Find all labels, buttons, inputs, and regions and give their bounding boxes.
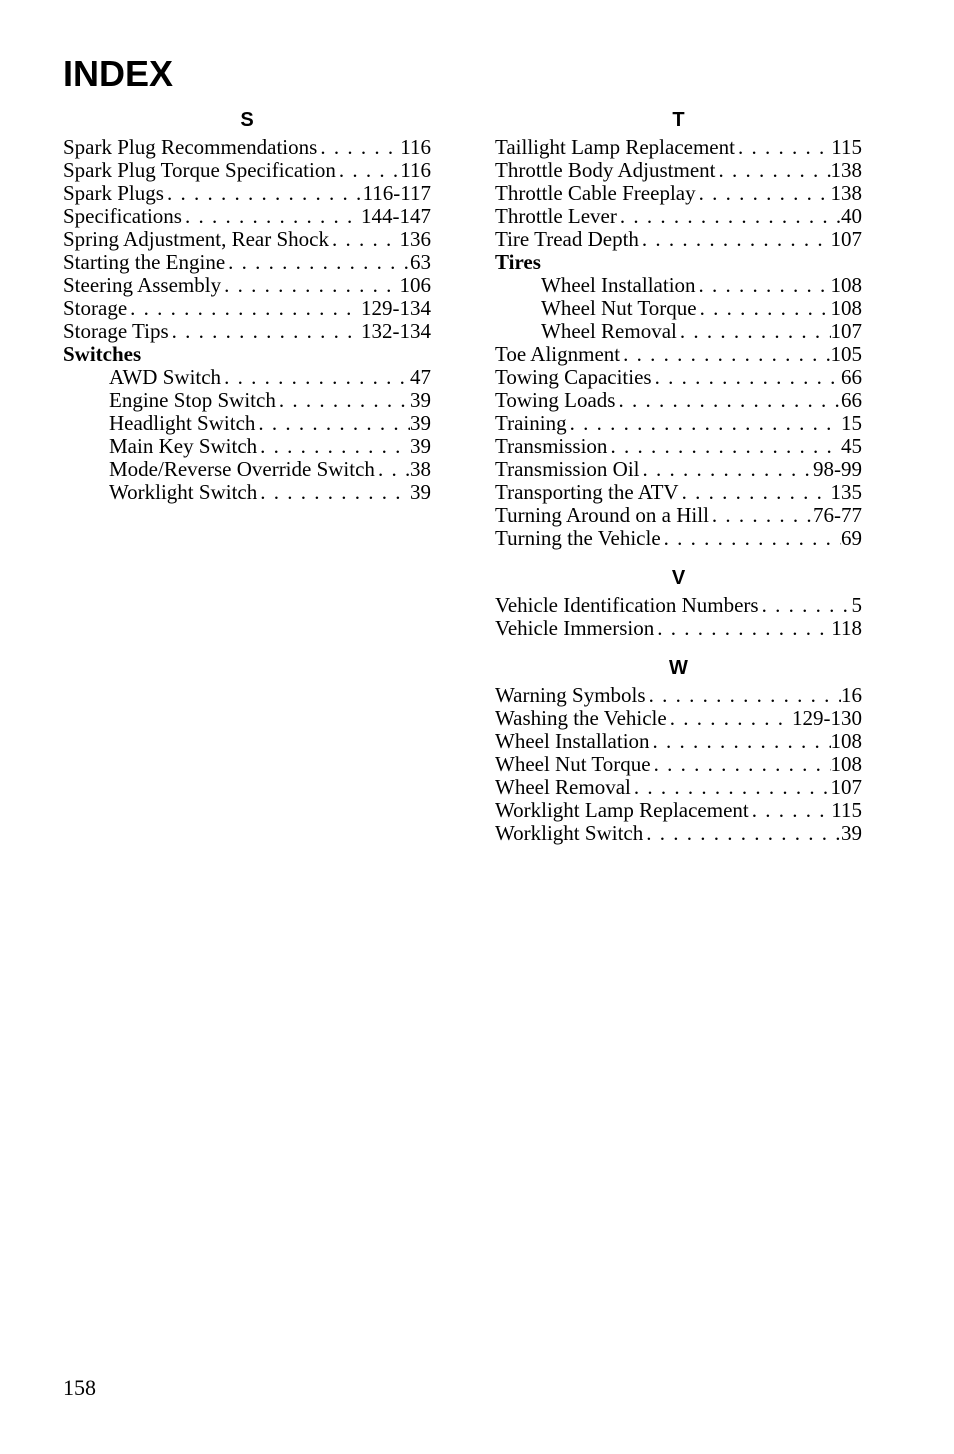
index-entry [495,822,862,845]
entry-page-ref: 116-117 [362,182,431,205]
dot-leader [696,182,831,205]
entry-list-w [495,684,862,845]
dot-leader [255,412,410,435]
dot-leader [646,684,841,707]
entry-page-ref: 135 [830,481,862,504]
entry-label: Washing the Vehicle [495,707,667,730]
entry-label: Wheel Removal [541,320,677,343]
entry-label: Warning Symbols [495,684,646,707]
index-entry [495,366,862,389]
dot-leader [735,136,831,159]
entry-page-ref: 116 [400,136,431,159]
dot-leader [639,228,831,251]
entry-page-ref: 47 [410,366,431,389]
index-entry [495,274,862,297]
index-entry [495,182,862,205]
dot-leader [607,435,841,458]
entry-page-ref: 105 [830,343,862,366]
entry-page-ref: 98-99 [813,458,862,481]
index-entry [495,481,862,504]
index-entry [63,481,431,504]
entry-label: Storage Tips [63,320,169,343]
index-column-left [63,104,431,504]
entry-label: Worklight Switch [495,822,644,845]
entry-label: Throttle Cable Freeplay [495,182,696,205]
entry-page-ref: 40 [841,205,862,228]
dot-leader [667,707,792,730]
dot-leader [225,251,410,274]
index-entry [495,412,862,435]
index-entry [495,707,862,730]
index-entry [63,366,431,389]
entry-page-ref: 136 [399,228,431,251]
dot-leader [650,730,831,753]
dot-leader [336,159,400,182]
entry-label: Vehicle Immersion [495,617,655,640]
dot-leader [709,504,813,527]
entry-label: Vehicle Identification Numbers [495,594,759,617]
dot-leader [631,776,831,799]
index-entry [495,343,862,366]
group-heading-tires: Tires [495,250,541,274]
index-entry [495,136,862,159]
entry-page-ref: 45 [841,435,862,458]
index-entry [495,617,862,640]
entry-label: Tire Tread Depth [495,228,639,251]
entry-list-v [495,594,862,640]
entry-page-ref: 108 [830,297,862,320]
dot-leader [620,343,830,366]
dot-leader [651,753,831,776]
index-entry [495,458,862,481]
entry-page-ref: 39 [841,822,862,845]
entry-page-ref: 38 [410,458,431,481]
index-entry [63,320,431,343]
entry-label: Towing Loads [495,389,616,412]
index-entry [495,776,862,799]
entry-label: Training [495,412,567,435]
index-entry [495,684,862,707]
dot-leader [617,205,841,228]
dot-leader [257,435,410,458]
entry-page-ref: 138 [830,159,862,182]
entry-page-ref: 106 [399,274,431,297]
entry-label: Storage [63,297,128,320]
entry-page-ref: 76-77 [813,504,862,527]
index-entry [495,320,862,343]
entry-label: Wheel Removal [495,776,631,799]
index-entry [63,412,431,435]
dot-leader [257,481,410,504]
dot-leader [696,274,831,297]
index-entry [63,389,431,412]
dot-leader [679,481,831,504]
index-entry [495,504,862,527]
dot-leader [640,458,813,481]
entry-label: Worklight Lamp Replacement [495,799,749,822]
entry-page-ref: 39 [410,389,431,412]
entry-list-s [63,136,431,343]
entry-page-ref: 118 [831,617,862,640]
dot-leader [697,297,831,320]
dot-leader [615,389,841,412]
page-title: INDEX [63,53,174,94]
dot-leader [221,366,410,389]
dot-leader [375,458,410,481]
index-entry [63,159,431,182]
entry-page-ref: 115 [831,136,862,159]
entry-label: Toe Alignment [495,343,621,366]
index-entry [495,799,862,822]
entry-page-ref: 107 [830,776,862,799]
entry-label: Throttle Body Adjustment [495,159,716,182]
entry-label: Wheel Installation [541,274,696,297]
entry-page-ref: 129-130 [792,707,862,730]
entry-label: Towing Capacities [495,366,652,389]
index-entry [63,228,431,251]
entry-label: Specifications [63,205,182,228]
index-entry [63,205,431,228]
entry-label: Spark Plug Recommendations [63,136,318,159]
index-entry [63,136,431,159]
index-entry [495,389,862,412]
section-letter-w: W [669,657,688,679]
entry-label: Transmission Oil [495,458,640,481]
section-letter-t: T [672,109,685,131]
entry-label: Headlight Switch [109,412,256,435]
dot-leader [276,389,410,412]
entry-page-ref: 39 [410,412,431,435]
entry-label: Transporting the ATV [495,481,679,504]
dot-leader [677,320,831,343]
dot-leader [759,594,852,617]
index-entry [495,297,862,320]
index-entry [495,435,862,458]
entry-label: Turning Around on a Hill [495,504,709,527]
index-column-right [495,104,862,845]
entry-label: Wheel Installation [495,730,650,753]
entry-label: Main Key Switch [109,435,258,458]
entry-page-ref: 107 [830,228,862,251]
dot-leader [164,182,363,205]
entry-label: Turning the Vehicle [495,527,661,550]
entry-page-ref: 107 [830,320,862,343]
page-number: 158 [63,1375,96,1400]
entry-label: Taillight Lamp Replacement [495,136,735,159]
index-entry [63,251,431,274]
index-entry [63,182,431,205]
entry-page-ref: 69 [841,527,862,550]
dot-leader [716,159,831,182]
entry-page-ref: 39 [410,435,431,458]
dot-leader [749,799,832,822]
entry-page-ref: 66 [841,366,862,389]
entry-label: Wheel Nut Torque [541,297,697,320]
entry-page-ref: 132-134 [361,320,431,343]
dot-leader [127,297,361,320]
entry-label: Spark Plug Torque Specification [63,159,336,182]
dot-leader [652,366,841,389]
dot-leader [654,617,831,640]
index-entry [495,594,862,617]
entry-label: Spring Adjustment, Rear Shock [63,228,329,251]
index-entry [63,274,431,297]
entry-label: Mode/Reverse Override Switch [109,458,375,481]
entry-page-ref: 129-134 [361,297,431,320]
index-entry [63,435,431,458]
section-letter-v: V [671,567,686,589]
index-entry [63,458,431,481]
entry-label: Spark Plugs [63,182,164,205]
entry-label: Starting the Engine [63,251,226,274]
index-entry [495,527,862,550]
dot-leader [317,136,400,159]
entry-label: Worklight Switch [109,481,258,504]
dot-leader [567,412,841,435]
entry-page-ref: 63 [410,251,431,274]
entry-page-ref: 108 [830,274,862,297]
index-entry [495,159,862,182]
entry-label: Engine Stop Switch [109,389,276,412]
entry-list-switches [63,366,431,504]
index-entry [495,753,862,776]
entry-page-ref: 5 [851,594,862,617]
entry-page-ref: 16 [841,684,862,707]
index-entry [495,205,862,228]
entry-page-ref: 138 [830,182,862,205]
section-letter-s: S [240,109,254,131]
entry-page-ref: 144-147 [361,205,431,228]
entry-page-ref: 115 [831,799,862,822]
entry-list-t-b [495,343,862,550]
entry-label: AWD Switch [109,366,222,389]
group-heading-switches: Switches [63,342,142,366]
index-entry [495,228,862,251]
dot-leader [221,274,399,297]
entry-label: Throttle Lever [495,205,617,228]
dot-leader [661,527,841,550]
dot-leader [329,228,400,251]
entry-label: Steering Assembly [63,274,222,297]
entry-page-ref: 39 [410,481,431,504]
entry-list-tires [495,274,862,343]
entry-label: Transmission [495,435,608,458]
entry-page-ref: 108 [830,730,862,753]
entry-page-ref: 108 [830,753,862,776]
index-entry [495,730,862,753]
index-entry [63,297,431,320]
entry-page-ref: 15 [841,412,862,435]
entry-list-t-a [495,136,862,251]
dot-leader [169,320,361,343]
entry-page-ref: 66 [841,389,862,412]
entry-label: Wheel Nut Torque [495,753,651,776]
dot-leader [643,822,841,845]
entry-page-ref: 116 [400,159,431,182]
dot-leader [182,205,361,228]
